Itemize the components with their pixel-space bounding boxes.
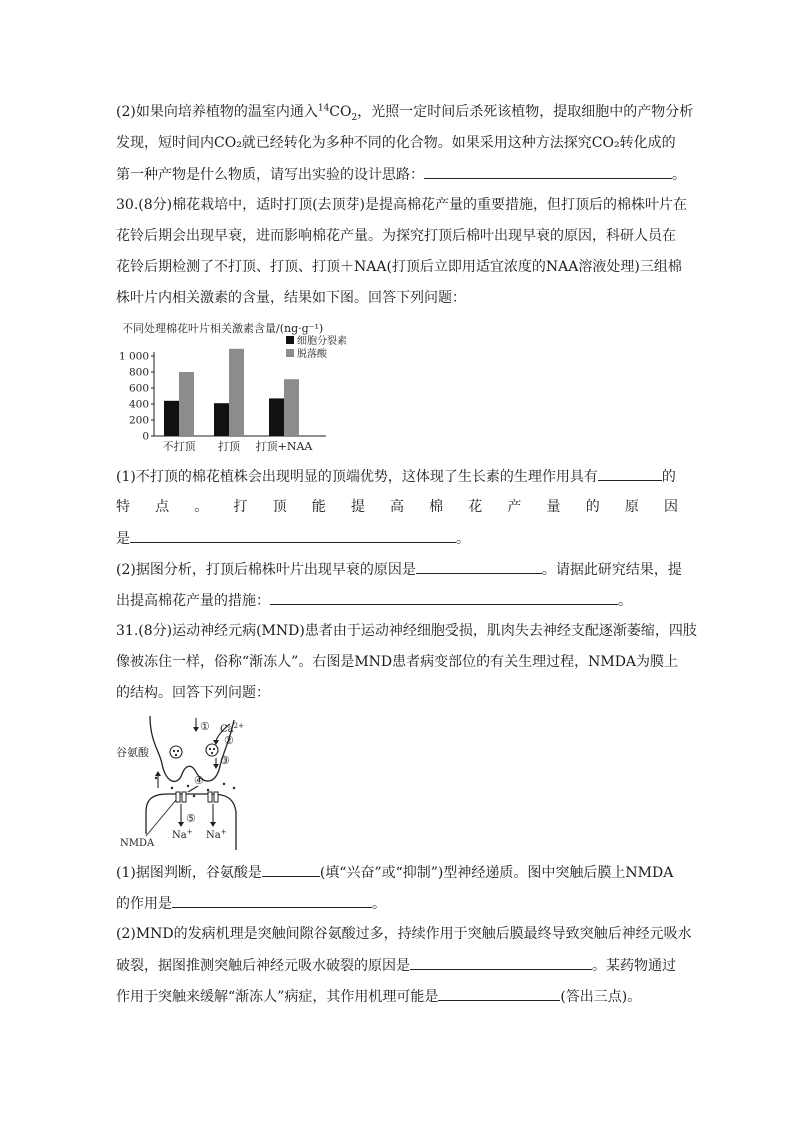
bar-abscisic-acid — [229, 349, 244, 436]
q30-line2: 花铃后期会出现早衰，进而影响棉花产量。为探究打顶后棉叶出现早衰的原因，科研人员在 — [116, 228, 676, 244]
q30-sub1-line1 — [116, 466, 676, 487]
answer-blank[interactable] — [598, 466, 662, 481]
isotope-superscript: 14 — [317, 103, 330, 114]
answer-blank[interactable] — [416, 559, 542, 574]
q30-sub2-text: 。请据此研究结果，提 — [541, 562, 682, 578]
legend-swatch — [286, 349, 294, 357]
calcium-label: $Ca^{2+}$ — [220, 722, 244, 735]
q30-sub1-text: 是 — [116, 531, 130, 547]
spread-char: 因 — [663, 499, 678, 515]
q29-text: ，光照一定时间后杀死该植物，提取细胞中的产物分析 — [357, 104, 694, 120]
spread-char: 提 — [350, 499, 365, 515]
legend-swatch — [286, 336, 294, 344]
q31-sub2-text: 。某药物通过 — [592, 958, 676, 974]
q31-sub1-text: 的作用是 — [116, 896, 172, 912]
x-tick-label: 不打顶 — [162, 440, 196, 453]
co2-subscript: 2 — [351, 112, 358, 123]
sodium-label: Na+ — [206, 828, 227, 841]
label-1: ① — [200, 720, 210, 733]
q31-line2: 像被冻住一样，俗称“渐冻人”。右图是MND患者病变部位的有关生理过程，NMDA为膜上 — [116, 654, 679, 670]
answer-blank[interactable] — [424, 164, 672, 179]
spread-char: 花 — [468, 499, 483, 515]
answer-blank[interactable] — [410, 955, 592, 970]
transmitter-dot — [175, 754, 177, 756]
answer-blank[interactable] — [172, 893, 372, 908]
co2-text: CO — [329, 104, 352, 120]
y-tick-label: 1 000 — [118, 350, 149, 363]
transmitter-dot — [171, 787, 173, 789]
x-tick-label: 打顶 — [218, 440, 240, 453]
bar-cytokinin — [214, 403, 229, 436]
transmitter-dot — [173, 750, 175, 752]
spread-char: 能 — [311, 499, 326, 515]
q30-sub2-text: (2)据图分析，打顶后棉株叶片出现早衰的原因是 — [116, 562, 416, 578]
chart-title: 不同处理棉花叶片相关激素含量/(ng·g⁻¹) — [122, 322, 324, 335]
chart-legend — [286, 334, 347, 360]
q31-sub1-line1 — [116, 862, 673, 883]
q31-sub2-line1: (2)MND的发病机理是突触间隙谷氨酸过多，持续作用于突触后膜最终导致突触后神经元吸水 — [116, 926, 692, 942]
x-tick-label: 打顶+NAA — [255, 440, 313, 453]
q30-sub2-line2 — [116, 590, 632, 611]
transmitter-dot — [223, 783, 225, 785]
q30-line1: 30.(8分)棉花栽培中，适时打顶(去顶芽)是提高棉花产量的重要措施，但打顶后的棉株叶片在 — [116, 197, 688, 213]
y-tick-label: 400 — [128, 398, 149, 411]
q30-sub1-text: 的 — [661, 469, 676, 485]
hormone-bar-chart — [116, 318, 366, 460]
y-tick-label: 600 — [128, 382, 149, 395]
synaptic-vesicle — [170, 746, 182, 758]
spread-char: 棉 — [429, 499, 444, 515]
spread-char: 量 — [546, 499, 561, 515]
q31-sub2-line3 — [116, 986, 641, 1007]
arrow-head — [193, 727, 199, 732]
arrow-head — [155, 771, 161, 776]
spread-char: 产 — [507, 499, 522, 515]
q31-sub1-text: (1)据图判断，谷氨酸是 — [116, 865, 262, 881]
transmitter-dot — [233, 787, 235, 789]
nmda-receptor — [208, 792, 212, 802]
label-2: ② — [224, 734, 234, 747]
label-5: ⑤ — [186, 812, 196, 825]
nmda-receptor — [214, 792, 218, 802]
q31-sub1-text: (填“兴奋”或“抑制”)型神经递质。图中突触后膜上NMDA — [319, 865, 674, 881]
arrow-head — [213, 764, 219, 769]
synaptic-vesicle — [206, 744, 218, 756]
q30-sub2-text: 出提高棉花产量的措施： — [116, 593, 270, 609]
q30-sub1-text: (1)不打顶的棉花植株会出现明显的顶端优势，这体现了生长素的生理作用具有 — [116, 469, 598, 485]
legend-label: 脱落酸 — [297, 349, 327, 360]
bar-cytokinin — [164, 401, 179, 436]
spread-char: 的 — [585, 499, 600, 515]
q31-sub2-line2 — [116, 955, 676, 976]
q30-line3: 花铃后期检测了不打顶、打顶、打顶＋NAA(打顶后立即用适宜浓度的NAA溶液处理)三组棉 — [116, 259, 682, 275]
spread-char: 高 — [389, 499, 404, 515]
answer-blank[interactable] — [438, 986, 560, 1001]
arrow-head — [210, 822, 216, 827]
spread-char: 打 — [233, 499, 248, 515]
chart-bars — [164, 349, 299, 436]
spread-char: 点 — [155, 499, 170, 515]
bar-abscisic-acid — [284, 379, 299, 436]
spread-char: 。 — [194, 499, 209, 515]
q30-sub1-line3 — [116, 528, 470, 549]
q30-sub2-line1 — [116, 559, 682, 580]
spread-char: 顶 — [272, 499, 287, 515]
transmitter-dot — [207, 789, 209, 791]
q31-sub1-line2 — [116, 893, 386, 914]
y-tick-label: 200 — [128, 414, 149, 427]
y-tick-label: 0 — [142, 430, 149, 443]
transmitter-dot — [193, 795, 195, 797]
q29-text: (2)如果向培养植物的温室内通入 — [116, 104, 318, 120]
bar-abscisic-acid — [179, 372, 194, 436]
transmitter-dot — [209, 748, 211, 750]
answer-blank[interactable] — [262, 862, 320, 877]
q31-sub2-text: (答出三点)。 — [560, 989, 642, 1005]
label-4: ④ — [194, 774, 204, 787]
nmda-label: NMDA — [120, 838, 155, 849]
q30-sub1-text: 。 — [456, 531, 470, 547]
spread-char: 原 — [624, 499, 639, 515]
transmitter-dot — [213, 748, 215, 750]
q29-text: 。 — [672, 167, 686, 183]
sodium-label: Na+ — [172, 828, 193, 841]
hormone-chart — [116, 318, 366, 460]
q30-sub2-text: 。 — [618, 593, 632, 609]
nmda-receptor — [176, 792, 180, 802]
bar-cytokinin — [269, 398, 284, 436]
transmitter-dot — [155, 777, 157, 779]
transmitter-dot — [187, 785, 189, 787]
answer-blank[interactable] — [130, 528, 456, 543]
transmitter-dot — [211, 752, 213, 754]
transmitter-dot — [177, 750, 179, 752]
arrow-head — [178, 822, 184, 827]
q30-sub1-line2 — [116, 497, 678, 517]
q30-line4: 株叶片内相关激素的含量，结果如下图。回答下列问题： — [116, 290, 466, 306]
q31-sub2-text: 破裂，据图推测突触后神经元吸水破裂的原因是 — [116, 958, 410, 974]
glutamate-label: 谷氨酸 — [116, 746, 149, 759]
q29-text: 第一种产物是什么物质，请写出实验的设计思路： — [116, 167, 424, 183]
q29-line3 — [116, 164, 686, 185]
synapse-diagram — [116, 712, 256, 852]
q31-sub2-text: 作用于突触来缓解“渐冻人”病症，其作用机理可能是 — [116, 989, 439, 1005]
q31-sub1-text: 。 — [372, 896, 386, 912]
q29-line1 — [116, 102, 693, 122]
q31-line1: 31.(8分)运动神经元病(MND)患者由于运动神经细胞受损，肌肉失去神经支配逐渐萎缩，四肢 — [116, 623, 697, 639]
q29-line2: 发现，短时间内CO₂就已经转化为多种不同的化合物。如果采用这种方法探究CO₂转化成的 — [116, 135, 676, 151]
y-tick-label: 800 — [128, 366, 149, 379]
nmda-receptor — [182, 792, 186, 802]
q31-line3: 的结构。回答下列问题： — [116, 685, 270, 701]
synapse-svg — [116, 712, 256, 852]
label-3: ③ — [220, 754, 230, 767]
answer-blank[interactable] — [270, 590, 618, 605]
spread-char: 特 — [116, 499, 130, 515]
legend-label: 细胞分裂素 — [297, 336, 347, 347]
